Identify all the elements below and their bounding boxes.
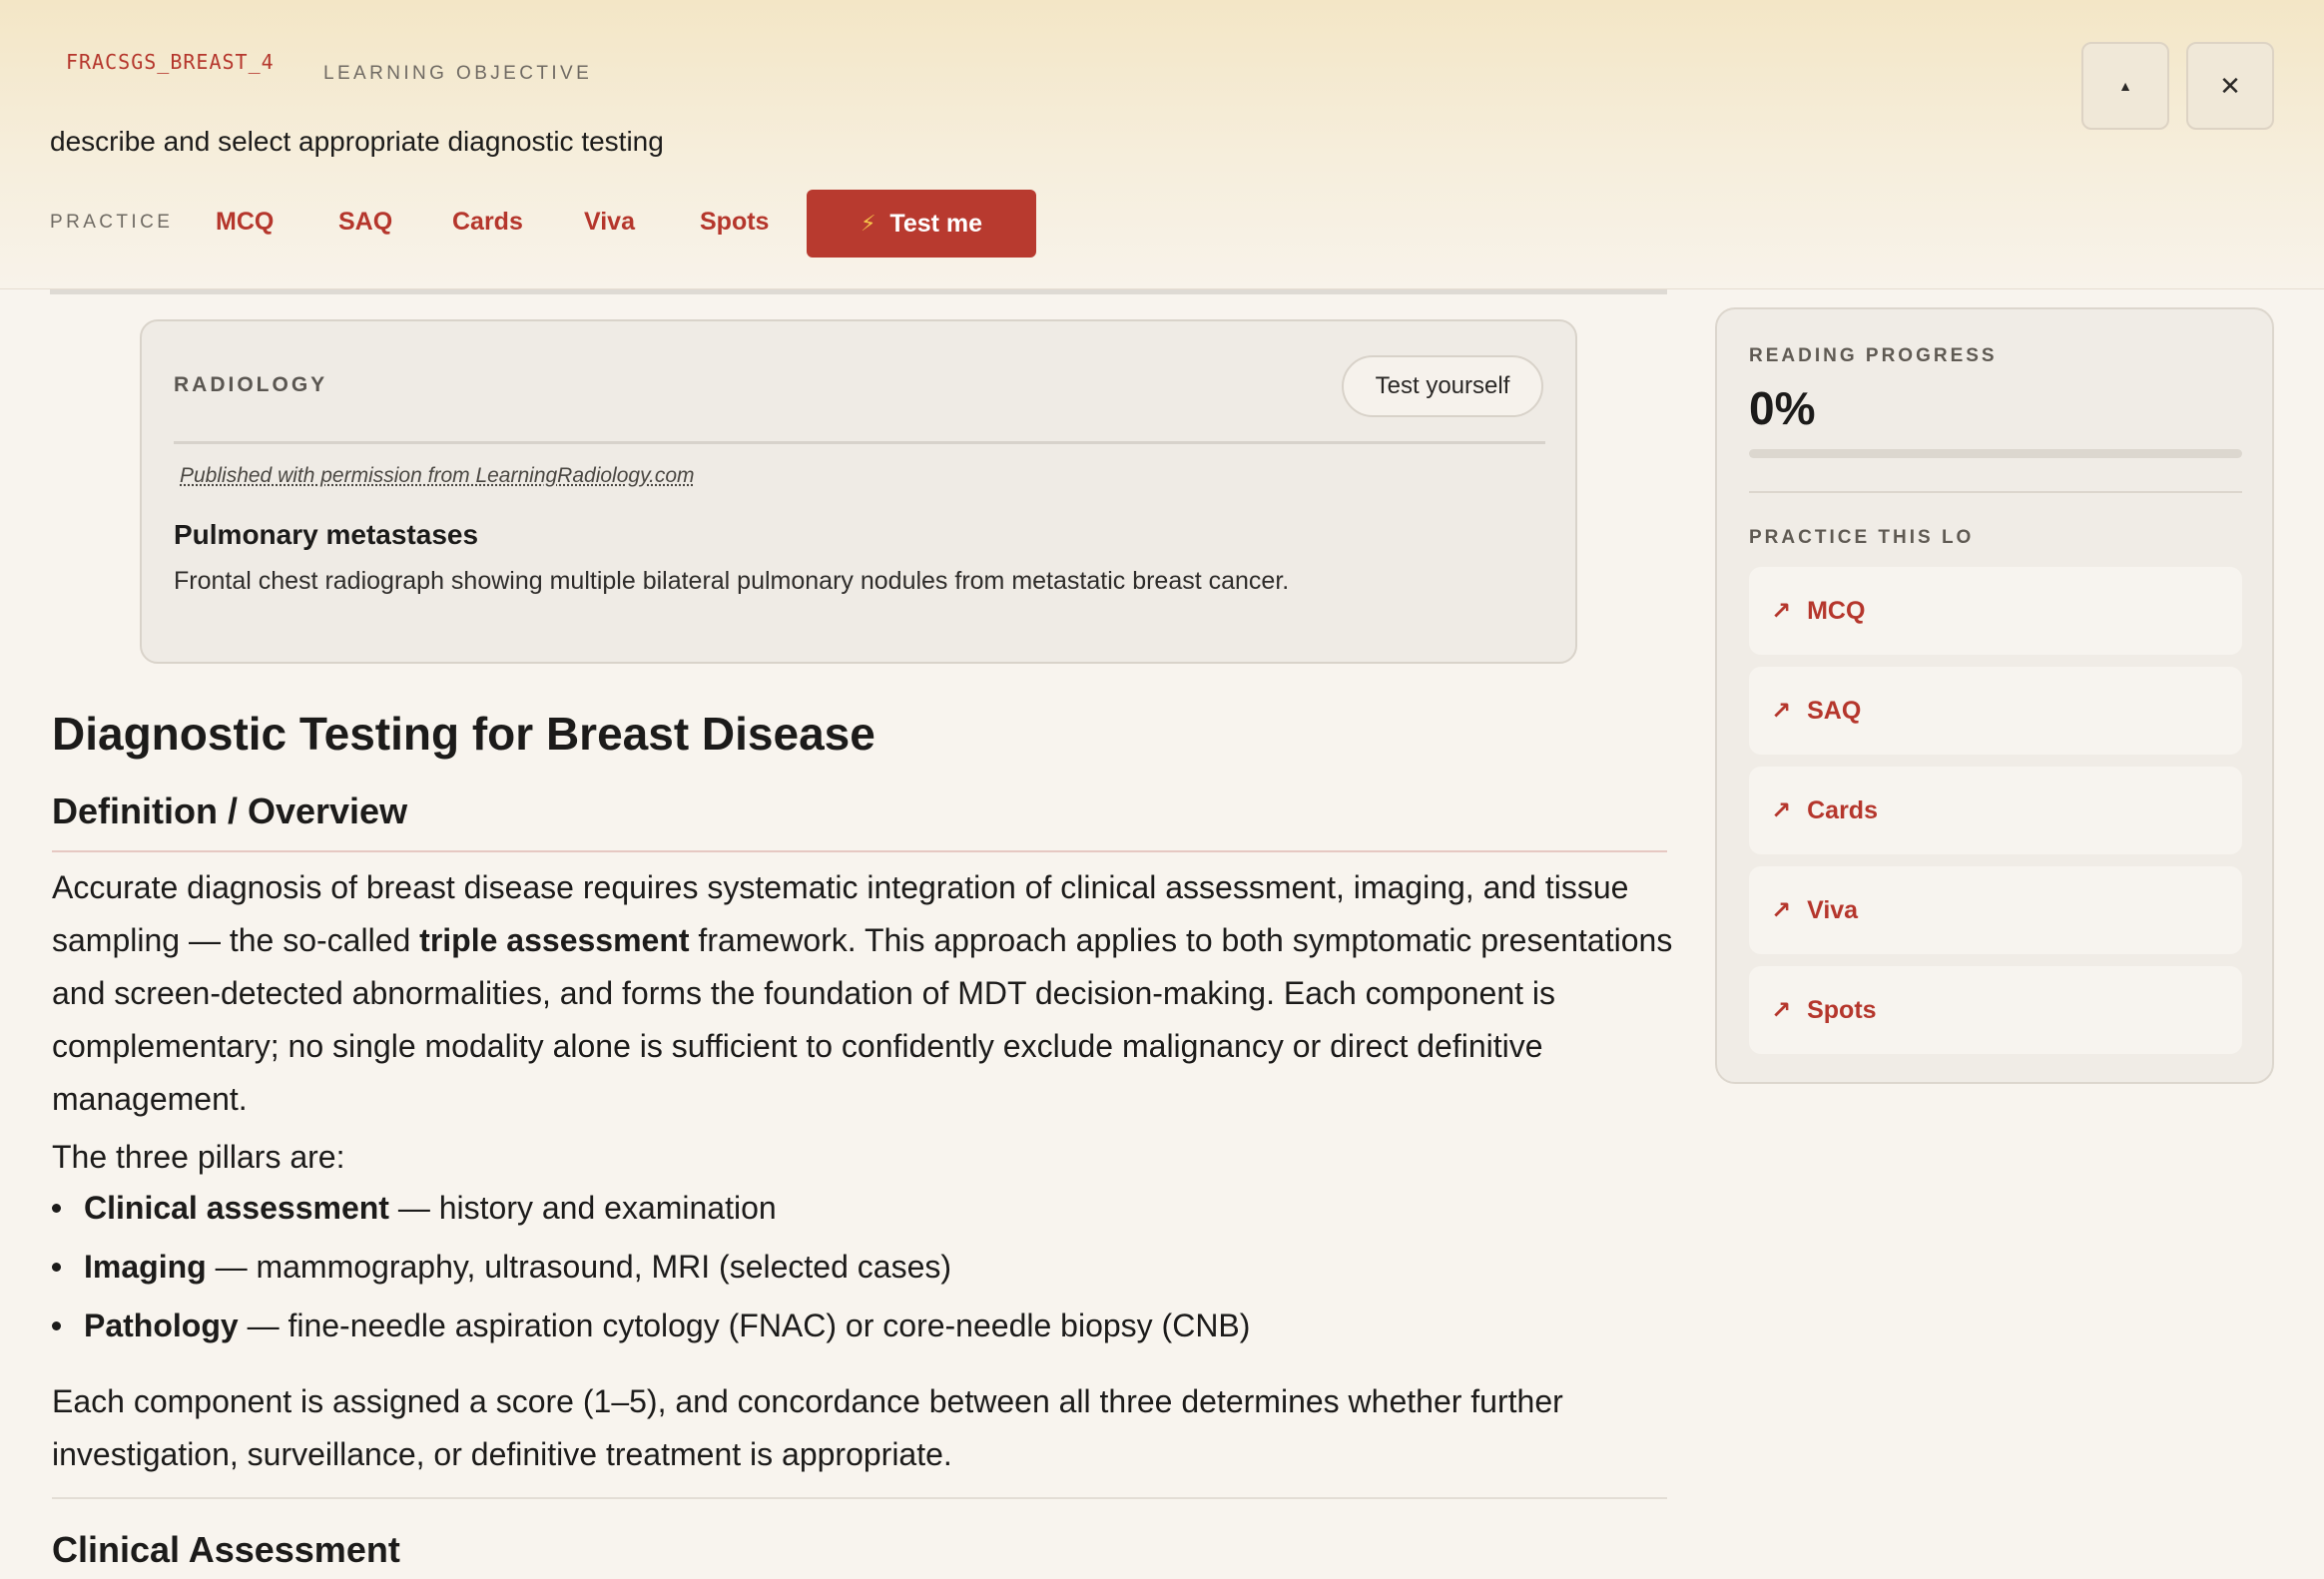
practice-link-saq[interactable]: SAQ <box>338 208 393 236</box>
practice-lo-label: PRACTICE THIS LO <box>1749 527 1975 548</box>
sidebar-item-mcq[interactable] <box>1749 567 2242 655</box>
sidebar-item-saq[interactable] <box>1749 667 2242 755</box>
arrow-up-right-icon: ↗ <box>1771 896 1792 924</box>
arrow-up-right-icon: ↗ <box>1771 796 1792 824</box>
list-item <box>52 1188 1250 1247</box>
list-item-term: Imaging <box>84 1249 207 1285</box>
list-item-text: — mammography, ultrasound, MRI (selected cases) <box>206 1249 952 1285</box>
section-heading-definition: Definition / Overview <box>52 790 408 831</box>
reading-progress-value: 0% <box>1749 382 1816 434</box>
scoring-paragraph: Each component is assigned a score (1–5), and concordance between all three determines whether further investigation, surveillance, or definitive treatment is appropriate. <box>52 1383 1563 1472</box>
reading-progress-label: READING PROGRESS <box>1749 345 1998 366</box>
lo-kicker: LEARNING OBJECTIVE <box>323 63 593 84</box>
section-heading-clinical: Clinical Assessment <box>52 1529 400 1570</box>
paragraph-text: Accurate diagnosis of breast disease requires systematic integration of clinical assessment, imaging, and tissue sampling — the so-called <box>52 869 1629 958</box>
sidebar-item-viva[interactable] <box>1749 866 2242 954</box>
sidebar-item-label: Cards <box>1807 795 1878 824</box>
sidebar-item-cards[interactable] <box>1749 767 2242 854</box>
reading-progress-bar <box>1749 449 2242 458</box>
arrow-up-right-icon: ↗ <box>1771 597 1792 625</box>
sidebar-item-label: Spots <box>1807 995 1877 1024</box>
practice-link-spots[interactable]: Spots <box>700 208 770 236</box>
page-title: Diagnostic Testing for Breast Disease <box>52 708 875 760</box>
content-divider <box>50 289 1667 294</box>
radiology-title: Pulmonary metastases <box>174 519 479 550</box>
list-item-term: Pathology <box>84 1308 239 1343</box>
lo-code: FRACSGS_BREAST_4 <box>66 50 275 74</box>
close-button[interactable] <box>2186 42 2274 130</box>
divider <box>1749 491 2242 493</box>
overview-paragraph <box>52 861 1689 1126</box>
list-item <box>52 1306 1250 1364</box>
sidebar-item-spots[interactable] <box>1749 966 2242 1054</box>
pillars-intro: The three pillars are: <box>52 1139 345 1175</box>
arrow-up-right-icon: ↗ <box>1771 996 1792 1024</box>
lo-header <box>0 0 2324 289</box>
test-yourself-button[interactable]: Test yourself <box>1342 355 1543 417</box>
radiology-card <box>140 319 1577 664</box>
close-icon: ✕ <box>2219 70 2241 101</box>
bolt-icon: ⚡ <box>860 211 876 236</box>
lo-title: describe and select appropriate diagnostic testing <box>50 126 664 157</box>
sidebar-item-label: Viva <box>1807 895 1859 924</box>
permission-link[interactable]: Published with permission from LearningRadiology.com <box>180 464 695 487</box>
sidebar-item-label: MCQ <box>1807 596 1866 625</box>
test-me-button[interactable] <box>807 190 1036 258</box>
radiology-heading: RADIOLOGY <box>174 373 328 396</box>
divider <box>52 850 1667 852</box>
divider <box>52 1497 1667 1499</box>
chevron-up-icon: ▲ <box>2118 78 2132 94</box>
list-item-text: — fine-needle aspiration cytology (FNAC) or core-needle biopsy (CNB) <box>238 1308 1251 1343</box>
arrow-up-right-icon: ↗ <box>1771 697 1792 725</box>
paragraph-text: framework. This approach applies to both symptomatic presentations and screen-detected abnormalities, and forms the foundation of MDT decision-making. Each component is complementary; no single modality alone is sufficient to confidently exclude malignancy or direct definitive management. <box>52 922 1673 1117</box>
practice-link-viva[interactable]: Viva <box>584 208 635 236</box>
test-me-label: Test me <box>889 209 983 238</box>
practice-link-mcq[interactable]: MCQ <box>216 208 275 236</box>
list-item-text: — history and examination <box>388 1190 777 1226</box>
sidebar-item-label: SAQ <box>1807 696 1862 725</box>
practice-label: PRACTICE <box>50 212 174 233</box>
divider <box>174 441 1545 444</box>
pillars-list <box>52 1188 1250 1364</box>
collapse-button[interactable] <box>2081 42 2169 130</box>
paragraph-emphasis: triple assessment <box>419 922 690 958</box>
list-item-term: Clinical assessment <box>84 1190 389 1226</box>
list-item <box>52 1247 1250 1306</box>
practice-link-cards[interactable]: Cards <box>452 208 523 236</box>
sidebar <box>1715 307 2274 1084</box>
radiology-caption: Frontal chest radiograph showing multiple bilateral pulmonary nodules from metastatic breast cancer. <box>174 567 1290 595</box>
